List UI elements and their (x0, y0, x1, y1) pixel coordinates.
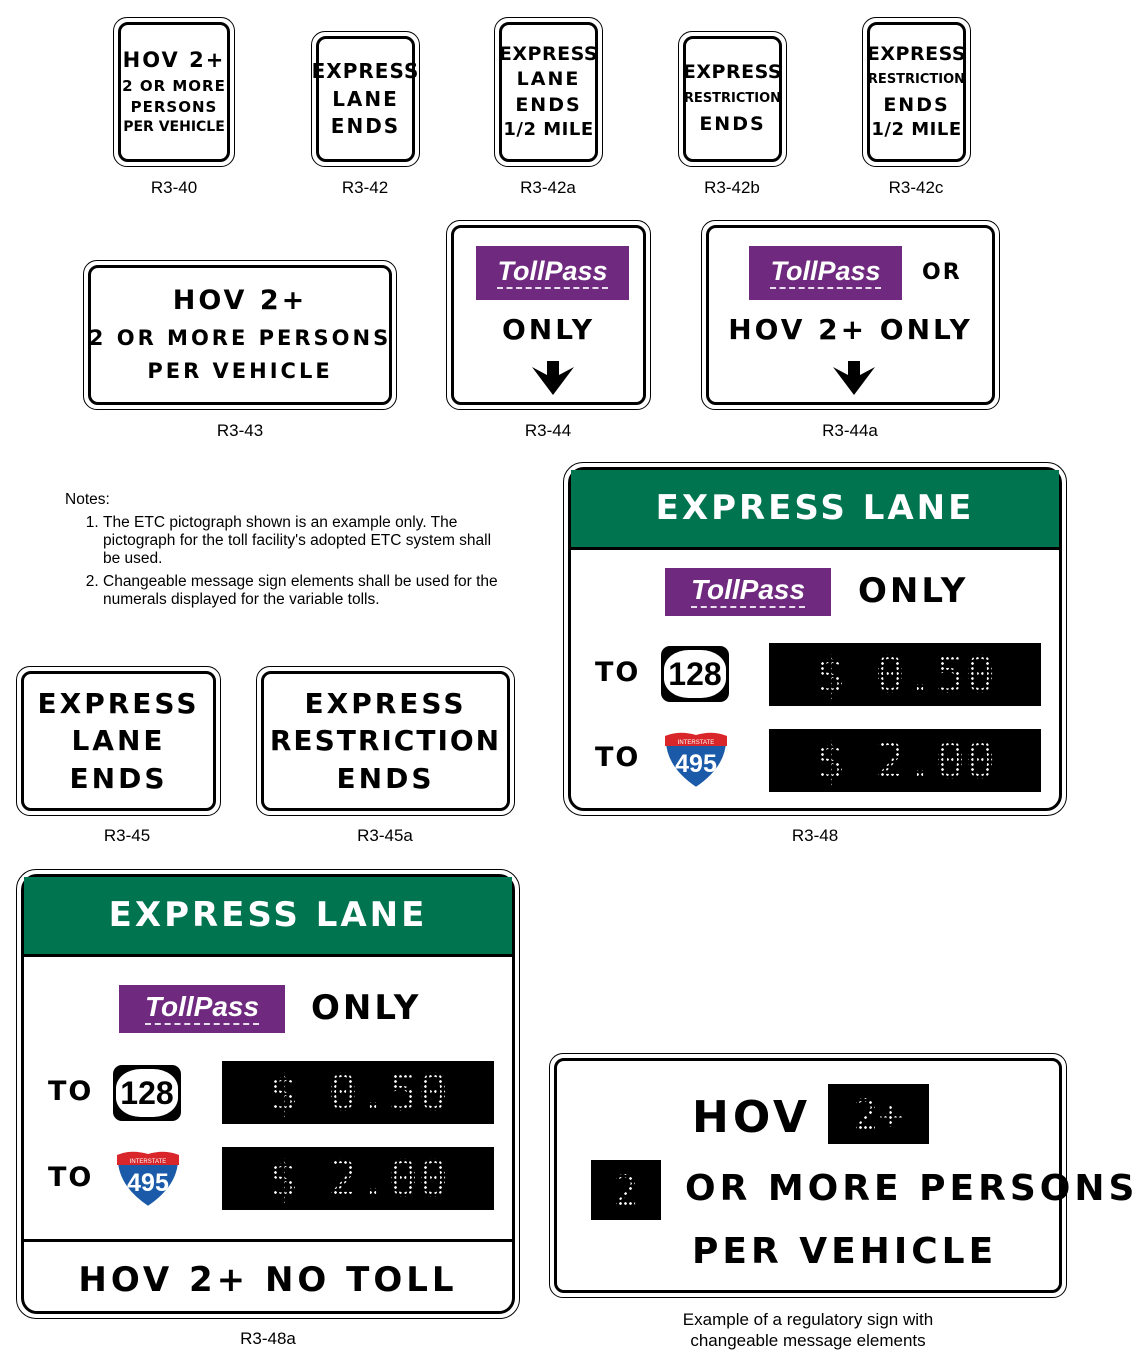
sign-code-r3-42b: R3-42b (704, 178, 760, 197)
sign-code-r3-45: R3-45 (103, 826, 151, 845)
sign-line: 1/2 MILE (871, 118, 962, 140)
sign-divider (24, 1239, 512, 1242)
notes (65, 491, 505, 614)
sign-code-r3-42: R3-42 (341, 178, 389, 197)
note-item: 1. The ETC pictograph shown is an example only. The pictograph for the toll facility's adopted ETC system shall be used. (103, 514, 505, 568)
tollpass-logo: TollPass (476, 246, 629, 300)
sign-code-r3-48a: R3-48a (240, 1329, 296, 1348)
interstate-shield-icon (661, 730, 731, 790)
sign-r3-40 (113, 17, 235, 167)
sign-line: EXPRESS (37, 686, 200, 720)
sign-line: ONLY (502, 313, 595, 346)
sign-line: LANE (332, 86, 399, 111)
sign-line: ENDS (330, 114, 401, 139)
sign-line: ENDS (336, 761, 435, 795)
sign-line: PERSONS (130, 97, 218, 116)
sign-line: RESTRICTION (683, 90, 782, 106)
example-caption: Example of a regulatory sign with changeable message elements (682, 1310, 934, 1350)
sign-line: EXPRESS (498, 43, 599, 66)
sign-line: TO (48, 1162, 94, 1193)
sign-line: 1/2 MILE (503, 118, 594, 140)
sign-r3-48a (16, 869, 520, 1319)
sign-code-r3-44: R3-44 (524, 421, 572, 440)
sign-line: PER VEHICLE (692, 1231, 998, 1272)
state-route-shield: 128 (661, 646, 729, 702)
sign-line: EXPRESS (866, 42, 967, 65)
sign-line: LANE (516, 68, 581, 91)
interstate-shield-icon (113, 1149, 183, 1209)
sign-line: TO (595, 742, 641, 773)
svg-text:495: 495 (127, 1169, 169, 1197)
sign-line: ENDS (69, 761, 168, 795)
sign-line: RESTRICTION (867, 72, 966, 88)
notes-title: Notes: (65, 491, 110, 508)
sign-line: ONLY (858, 571, 969, 611)
sign-line: OR MORE PERSONS (685, 1168, 1138, 1209)
sign-line: HOV (692, 1092, 812, 1143)
sign-code-r3-43: R3-43 (216, 421, 264, 440)
sign-line: HOV 2+ (172, 285, 308, 317)
sign-code-r3-45a: R3-45a (357, 826, 413, 845)
cms-toll-display: $ 0.50 (769, 643, 1041, 706)
sign-line: EXPRESS (682, 61, 783, 84)
sign-r3-48 (563, 462, 1067, 816)
sign-r3-45 (16, 666, 221, 816)
svg-text:495: 495 (675, 750, 717, 778)
cms-occupancy-display: 2 (591, 1160, 661, 1220)
sign-code-r3-42c: R3-42c (888, 178, 944, 197)
tollpass-logo: TollPass (665, 568, 831, 616)
sign-line: HOV 2+ ONLY (728, 313, 973, 346)
sign-line: 2 OR MORE (122, 77, 226, 96)
arrow-down-icon (526, 361, 580, 397)
tollpass-logo: TollPass (119, 985, 285, 1033)
svg-text:INTERSTATE: INTERSTATE (129, 1159, 167, 1165)
sign-code-r3-48: R3-48 (791, 826, 839, 845)
sign-r3-42 (311, 31, 420, 167)
cms-toll-display: $ 0.50 (222, 1061, 494, 1124)
sign-header: EXPRESS LANE (24, 877, 512, 957)
sign-line: LANE (71, 724, 166, 758)
sign-line: PER VEHICLE (123, 118, 225, 135)
sign-header: EXPRESS LANE (571, 470, 1059, 550)
tollpass-logo: TollPass (749, 246, 902, 300)
sign-line: TO (595, 657, 641, 688)
sign-line: TO (48, 1076, 94, 1107)
sign-r3-44a (701, 220, 1000, 410)
sign-r3-43 (83, 260, 397, 410)
state-route-shield: 128 (113, 1065, 181, 1121)
sign-line: ONLY (311, 988, 422, 1028)
note-item: 2. Changeable message sign elements shall be used for the numerals displayed for the variable tolls. (103, 573, 505, 609)
cms-toll-display: $ 2.00 (769, 729, 1041, 792)
sign-r3-42b (678, 31, 787, 167)
sign-r3-42a (494, 17, 603, 167)
sign-code-r3-40: R3-40 (150, 178, 198, 197)
sign-code-r3-42a: R3-42a (520, 178, 576, 197)
sign-line: ENDS (699, 113, 766, 136)
sign-r3-44 (446, 220, 651, 410)
sign-line: ENDS (883, 93, 950, 116)
sign-line: EXPRESS (311, 59, 420, 84)
sign-line: 2 OR MORE PERSONS (88, 325, 392, 350)
sign-example-cms (549, 1053, 1138, 1298)
sign-line: OR (922, 260, 962, 285)
sign-line: EXPRESS (304, 686, 467, 720)
svg-text:INTERSTATE: INTERSTATE (677, 740, 715, 746)
cms-toll-display: $ 2.00 (222, 1147, 494, 1210)
arrow-down-icon (827, 361, 881, 397)
sign-line: RESTRICTION (269, 724, 502, 758)
sign-line: HOV 2+ (122, 47, 226, 72)
sign-line: PER VEHICLE (147, 359, 333, 384)
sign-r3-42c (862, 17, 971, 167)
cms-occupancy-display: 2+ (828, 1084, 929, 1144)
sign-line: ENDS (515, 93, 582, 116)
sign-r3-45a (256, 666, 515, 816)
sign-code-r3-44a: R3-44a (822, 421, 878, 440)
sign-footer: HOV 2+ NO TOLL (78, 1260, 458, 1300)
